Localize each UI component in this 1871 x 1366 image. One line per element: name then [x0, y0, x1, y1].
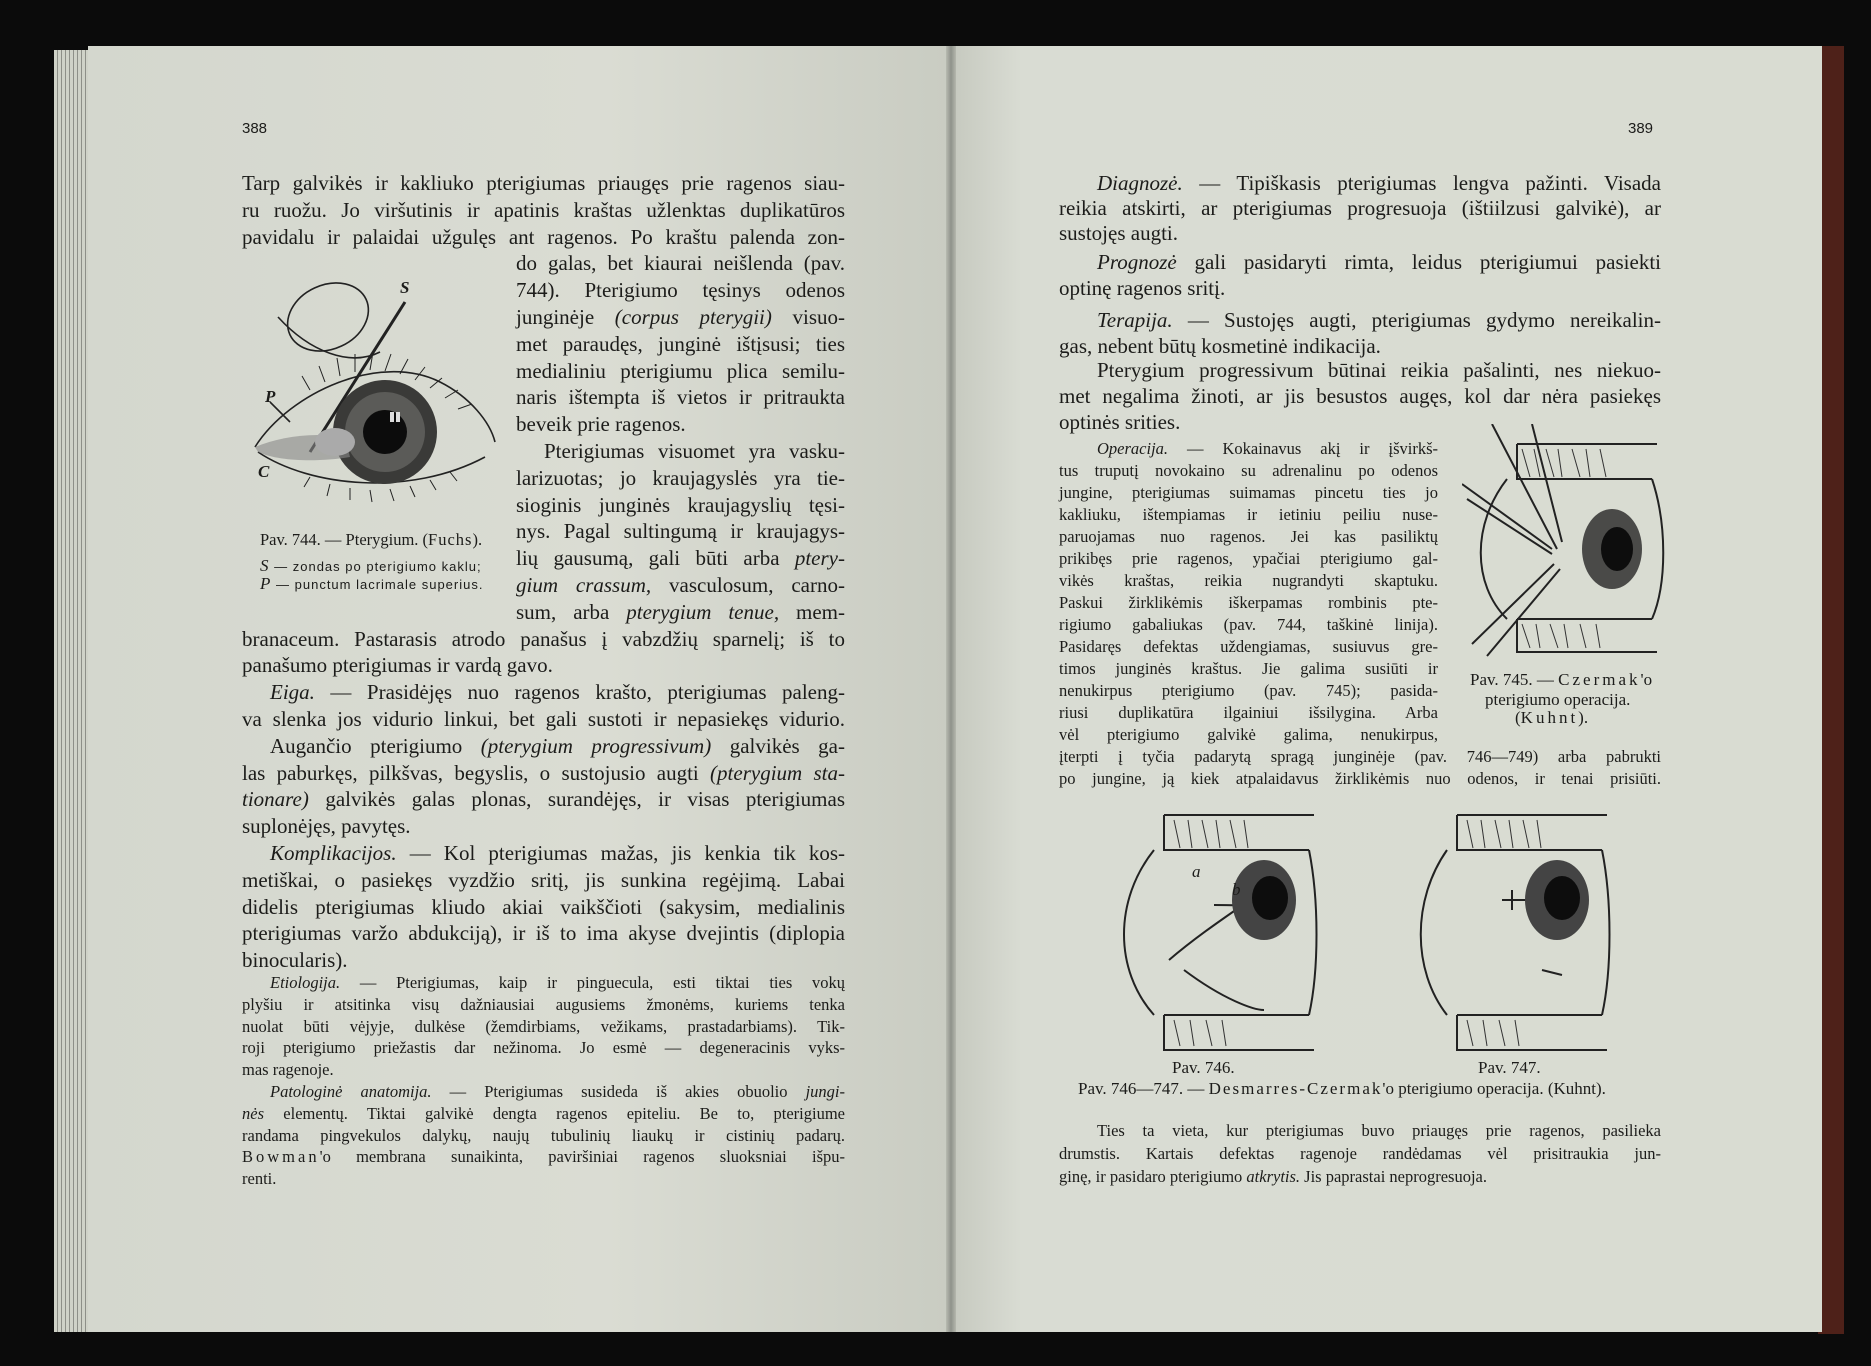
text-line	[1059, 1143, 1661, 1164]
text-line	[242, 1059, 845, 1080]
italic-text-segment: Diagnozė.	[1097, 171, 1183, 195]
text-line	[516, 358, 845, 384]
text-line	[516, 572, 845, 598]
text-segment: randama pingvekulos dalykų, naujų tubulinių liaukų ir cistinių padarų.	[242, 1125, 845, 1145]
caption-text: Pav. 746—747. —	[1078, 1079, 1209, 1098]
text-line	[270, 972, 845, 993]
text-line	[242, 224, 845, 250]
italic-text-segment: ptery-	[794, 546, 845, 571]
text-segment: Augančio pterigiumo	[270, 733, 481, 758]
text-line	[1059, 220, 1661, 246]
caption-text: 'o	[1640, 670, 1653, 689]
text-segment: pterigiumas varžo abdukciją), ir iš to ima akyse dvejintis (diplopia	[242, 921, 845, 946]
text-line	[1059, 570, 1438, 591]
text-segment: kakliuku, ištempiamas ir ietiniu peiliu nuse-	[1059, 505, 1438, 524]
figure-745-caption-line-1	[1470, 670, 1652, 690]
text-line	[1097, 438, 1438, 459]
text-segment: vikės kraštas, reikia nugrandyti skaptuku.	[1059, 571, 1438, 590]
text-line	[1059, 724, 1438, 745]
figure-745-caption-line-2	[1485, 690, 1630, 710]
text-segment: — Pterigiumas susideda iš akies obuolio	[431, 1082, 806, 1101]
text-line	[242, 920, 845, 946]
text-line	[242, 760, 845, 786]
text-segment: binocularis).	[242, 948, 348, 973]
text-segment: paruojamas nuo ragenos. Jei kas pasiliktų	[1059, 527, 1438, 546]
italic-text-segment: gium crassum,	[516, 573, 652, 597]
text-line	[242, 706, 845, 732]
caption-name: Desmarres-Czermak	[1208, 1079, 1383, 1098]
text-segment: las paburkęs, pilkšvas, begyslis, o sustojusio augti	[242, 760, 711, 785]
text-segment: Pasidaręs defektas uždengiamas, susiuvus gre-	[1059, 637, 1438, 656]
text-segment: — Pterigiumas, kaip ir pinguecula, esti tiktai ties vokų	[340, 973, 845, 992]
text-segment: Pterigiumas visuomet yra vasku-	[544, 439, 845, 463]
italic-text-segment: (pterygium progressivum)	[480, 733, 712, 758]
text-line	[1059, 768, 1661, 789]
text-segment: beveik prie ragenos.	[516, 412, 686, 437]
caption-name: Kuhnt	[1520, 708, 1579, 727]
text-line	[242, 197, 845, 223]
italic-text-segment: Operacija.	[1097, 439, 1169, 458]
text-line	[1059, 636, 1438, 657]
text-line	[1059, 548, 1438, 569]
text-segment: timos junginės kraštus. Jie galima susiūti ir	[1059, 659, 1438, 678]
caption-text: Pav. 745. —	[1470, 670, 1559, 689]
text-segment: riusi duplikatūra ilgainiui išsilygina. Arba	[1059, 703, 1438, 722]
italic-text-segment: Komplikacijos.	[270, 841, 397, 865]
italic-text-segment: jungi-	[805, 1082, 845, 1101]
legend-text: — punctum lacrimale superius.	[276, 577, 484, 592]
text-line	[242, 1016, 845, 1037]
text-segment: galvikės ga-	[711, 733, 845, 758]
caption-text: (	[1515, 708, 1521, 727]
text-segment: — Kol pterigiumas mažas, jis kenkia tik kos-	[396, 841, 845, 865]
text-line	[516, 599, 845, 625]
text-line	[1059, 746, 1661, 767]
page-number-left: 388	[242, 120, 268, 137]
text-segment: medialiniu pterigiumu plica semilu-	[516, 358, 845, 383]
caption-text: ).	[1578, 708, 1589, 727]
caption-name: Czermak	[1558, 670, 1641, 689]
text-line	[242, 1146, 845, 1167]
text-line	[1059, 383, 1661, 409]
caption-text: 'o pterigiumo operacija. (Kuhnt).	[1382, 1079, 1606, 1098]
text-segment: ginę, ir pasidaro pterigiumo	[1059, 1167, 1247, 1186]
text-segment: Ties ta vieta, kur pterigiumas buvo priaugęs prie ragenos, pasilieka	[1097, 1121, 1661, 1140]
text-line	[544, 438, 845, 464]
text-segment: 744). Pterigiumo tęsinys odenos	[516, 278, 845, 303]
text-line	[1059, 658, 1438, 679]
text-segment: rigiumo gabaliukas (pav. 744, taškinė linija).	[1059, 615, 1438, 634]
text-segment: įterpti į tyčia padarytą spragą junginėje (pav. 746—749) arba pabrukti	[1059, 747, 1661, 766]
text-segment: nenukirpus pterigiumo (pav. 745); pasida-	[1059, 681, 1438, 700]
text-line	[270, 1081, 845, 1102]
legend-key: P	[260, 574, 272, 593]
caption-prefix: Pav. 744. — Pterygium. (	[260, 530, 429, 549]
figure-label-s: S	[400, 278, 410, 297]
text-line	[1097, 307, 1661, 333]
text-line	[1059, 275, 1661, 301]
figure-746-illustration	[1114, 810, 1319, 1055]
figure-label-c: C	[258, 462, 270, 481]
figure-747-label: Pav. 747.	[1478, 1058, 1541, 1077]
text-segment: mem-	[779, 599, 845, 624]
text-segment: vasculosum, carno-	[651, 573, 845, 597]
text-segment: va slenka jos vidurio linkui, bet gali sustoti ir nepasiekęs vidurio.	[242, 707, 845, 731]
text-line	[1059, 195, 1661, 221]
text-segment: 'o membrana sunaikinta, paviršiniai ragenos sluoksniai išpu-	[319, 1147, 845, 1167]
italic-text-segment: nės	[242, 1103, 264, 1123]
text-line	[242, 1037, 845, 1058]
book-gutter	[946, 46, 956, 1332]
italic-text-segment: (pterygium sta-	[710, 760, 845, 785]
text-segment: vėl pterigiumo galvikė galima, nenukirpus,	[1059, 725, 1438, 744]
text-segment: optinę ragenos sritį.	[1059, 276, 1226, 300]
text-line	[1097, 1120, 1661, 1141]
italic-text-segment: Etiologija.	[270, 973, 341, 992]
text-line	[516, 331, 845, 357]
text-line	[242, 1103, 845, 1124]
text-line	[1097, 249, 1661, 275]
text-line	[242, 626, 845, 652]
text-line	[516, 304, 845, 330]
text-segment: gas, nebent būtų kosmetinė indikacija.	[1059, 334, 1381, 358]
text-segment: renti.	[242, 1169, 277, 1189]
text-segment: optinės srities.	[1059, 410, 1181, 434]
text-line	[516, 492, 845, 518]
text-segment: — Prasidėjęs nuo ragenos krašto, pterigiumas paleng-	[314, 680, 845, 705]
text-line	[516, 277, 845, 303]
figure-744-caption	[260, 530, 482, 550]
text-segment: po jungine, ją kiek atpalaidavus žirklikėmis nuo odenos, ir tenai prisiūti.	[1059, 769, 1661, 788]
text-segment: nys. Pagal sultingumą ir kraujagys-	[516, 519, 845, 544]
text-segment: didelis pterigiumas kliudo akiai vaikščioti (sakysim, medialinis	[242, 894, 845, 919]
text-line	[242, 1125, 845, 1146]
text-segment: sustojęs augti.	[1059, 221, 1178, 245]
text-segment: jungine, pterigiumas suimamas pincetu ties jo	[1059, 483, 1438, 502]
figure-745-operation-illustration	[1462, 424, 1667, 664]
text-segment: sioginis junginės kraujagyslių tęsi-	[516, 492, 845, 517]
text-line	[242, 1168, 845, 1189]
figure-746-letter-a: a	[1192, 862, 1201, 881]
text-segment: lių gausumą, gali būti arba	[516, 546, 795, 571]
text-line	[1059, 1166, 1661, 1187]
text-segment: mas ragenoje.	[242, 1060, 334, 1080]
text-segment: gali pasidaryti rimta, leidus pterigiumui pasiekti	[1176, 250, 1661, 274]
text-line	[1097, 357, 1661, 383]
figure-label-p: P	[265, 387, 276, 406]
text-segment: — Kokainavus akį ir įšvirkš-	[1168, 439, 1438, 458]
text-segment: galvikės galas plonas, surandėjęs, ir visas pterigiumas	[308, 787, 845, 812]
text-line	[1059, 592, 1438, 613]
text-segment: metiškai, o pasiekęs vyzdžio sritį, jis sunkina regėjimą. Labai	[242, 867, 845, 892]
text-line	[242, 652, 845, 678]
text-segment: pavidalu ir palaidai užgulęs ant ragenos. Po kraštu palenda zon-	[242, 224, 845, 249]
figure-746-label: Pav. 746.	[1172, 1058, 1235, 1077]
text-line	[1059, 333, 1661, 359]
text-line	[516, 384, 845, 410]
text-segment: met negalima žinoti, ar jis besustos augęs, kol dar nėra pasiekęs	[1059, 384, 1661, 408]
text-line	[1059, 614, 1438, 635]
page-number-right: 389	[1628, 120, 1654, 137]
text-segment: larizuotas; jo kraujagyslės yra tie-	[516, 465, 845, 490]
text-segment: Tarp galvikės ir kakliuko pterigiumas priaugęs prie ragenos siau-	[242, 171, 845, 195]
italic-text-segment: Terapija.	[1097, 308, 1173, 332]
text-line	[242, 994, 845, 1015]
text-segment: drumstis. Kartais defektas ragenoje randėdamas vėl prisitraukia jun-	[1059, 1144, 1661, 1163]
text-line	[242, 867, 845, 893]
text-segment: do galas, bet kiaurai neišlenda (pav.	[516, 251, 845, 276]
figure-746-letter-b: b	[1232, 880, 1241, 899]
text-line	[1059, 504, 1438, 525]
text-segment: naris ištempta iš vietos ir pritraukta	[516, 385, 845, 410]
text-segment: Jis paprastai neprogresuoja.	[1300, 1167, 1487, 1186]
text-line	[242, 894, 845, 920]
text-line	[1059, 482, 1438, 503]
figure-747-illustration	[1412, 810, 1612, 1055]
text-segment: visuo-	[771, 305, 845, 329]
text-segment: plyšiu ir atsitinka visų dažniausiai augusiems žmonėms, kuriems tenka	[242, 994, 845, 1014]
text-line	[242, 947, 845, 973]
figure-744-eye-illustration	[250, 272, 502, 512]
caption-suffix: ).	[472, 530, 483, 549]
caption-author: Fuchs	[428, 530, 473, 549]
text-line	[516, 465, 845, 491]
italic-text-segment: pterygium tenue,	[626, 599, 780, 624]
text-line	[1059, 460, 1438, 481]
text-line	[242, 813, 845, 839]
text-segment: tus truputį novokaino su adrenalinu po odenos	[1059, 461, 1438, 480]
text-line	[270, 679, 845, 705]
text-segment: prikibęs prie ragenos, ypačiai pterigiumo gal-	[1059, 549, 1438, 568]
text-segment: branaceum. Pastarasis atrodo panašus į vabzdžių sparnelį; iš to	[242, 626, 845, 651]
text-segment: Paskui žirklikėmis iškerpamas rombinis pte-	[1059, 593, 1438, 612]
legend-key: S	[260, 556, 270, 575]
italic-text-segment: atkrytis.	[1246, 1167, 1301, 1186]
figure-746-747-caption	[1078, 1079, 1606, 1099]
text-segment: met paraudęs, junginė ištįsusi; ties	[516, 331, 845, 356]
text-segment: ru ruožu. Jo viršutinis ir apatinis kraštas užlenktas duplikatūros	[242, 197, 845, 222]
text-segment: Pterygium progressivum būtinai reikia pašalinti, nes niekuo-	[1097, 358, 1661, 382]
spaced-name-segment: Bowman	[242, 1147, 320, 1167]
text-segment: roji pterigiumo priežastis dar nežinoma. Jo esmė — degeneracinis vyks-	[242, 1038, 845, 1058]
italic-text-segment: (corpus pterygii)	[614, 305, 772, 329]
caption-text: pterigiumo operacija.	[1485, 690, 1631, 709]
text-segment: — Tipiškasis pterigiumas lengva pažinti. Visada	[1182, 171, 1661, 195]
text-line	[516, 411, 845, 437]
italic-text-segment: Eiga.	[270, 680, 315, 705]
legend-text: — zondas po pterigiumo kaklu;	[274, 559, 482, 574]
text-line	[516, 518, 845, 544]
text-segment: sum, arba	[516, 599, 627, 624]
figure-745-caption-line-3	[1515, 708, 1588, 728]
text-line	[1097, 170, 1661, 196]
text-segment: panašumo pterigiumas ir vardą gavo.	[242, 653, 553, 678]
text-segment: nuolat būti vėjyje, dulkėse (žemdirbiams, vežikams, prastadarbiams). Tik-	[242, 1016, 845, 1036]
text-line	[242, 170, 845, 196]
text-line	[1059, 702, 1438, 723]
text-line	[516, 250, 845, 276]
text-segment: elementų. Tiktai galvikė dengta ragenos epiteliu. Be to, pterigiume	[264, 1103, 845, 1123]
text-line	[1059, 526, 1438, 547]
italic-text-segment: Patologinė anatomija.	[270, 1082, 432, 1101]
italic-text-segment: tionare)	[242, 787, 309, 812]
text-segment: junginėje	[516, 305, 615, 329]
text-segment: — Sustojęs augti, pterigiumas gydymo nereikalin-	[1172, 308, 1661, 332]
text-line	[1059, 680, 1438, 701]
text-line	[270, 840, 845, 866]
text-line	[242, 786, 845, 812]
text-segment: reikia atskirti, ar pterigiumas progresuoja (ištiilzusi galvikė), ar	[1059, 196, 1661, 220]
figure-744-legend-p	[260, 574, 483, 595]
text-line	[516, 545, 845, 571]
text-line	[270, 733, 845, 759]
italic-text-segment: Prognozė	[1097, 250, 1177, 274]
text-segment: suplonėjęs, pavytęs.	[242, 814, 411, 839]
